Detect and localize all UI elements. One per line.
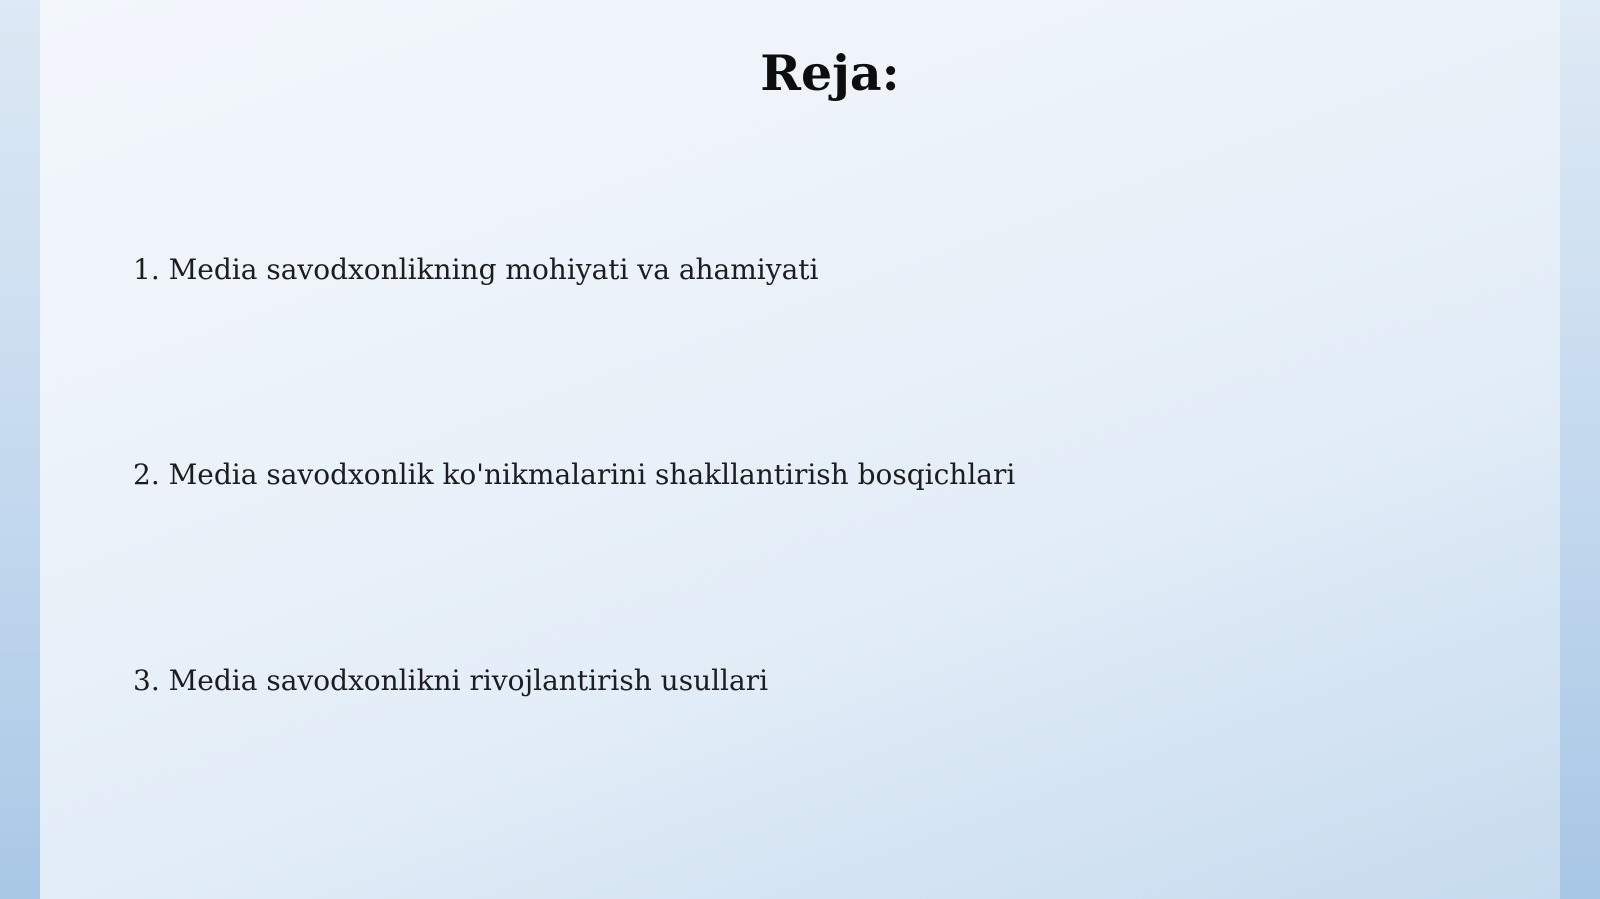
plan-item-3: 3. Media savodxonlikni rivojlantirish usullari xyxy=(133,664,769,697)
right-side-panel xyxy=(1560,0,1600,899)
slide xyxy=(40,0,1560,899)
slide-title: Reja: xyxy=(760,44,900,102)
plan-item-2: 2. Media savodxonlik ko'nikmalarini shakllantirish bosqichlari xyxy=(133,458,1016,491)
plan-item-1: 1. Media savodxonlikning mohiyati va ahamiyati xyxy=(133,253,819,286)
left-side-panel xyxy=(0,0,40,899)
